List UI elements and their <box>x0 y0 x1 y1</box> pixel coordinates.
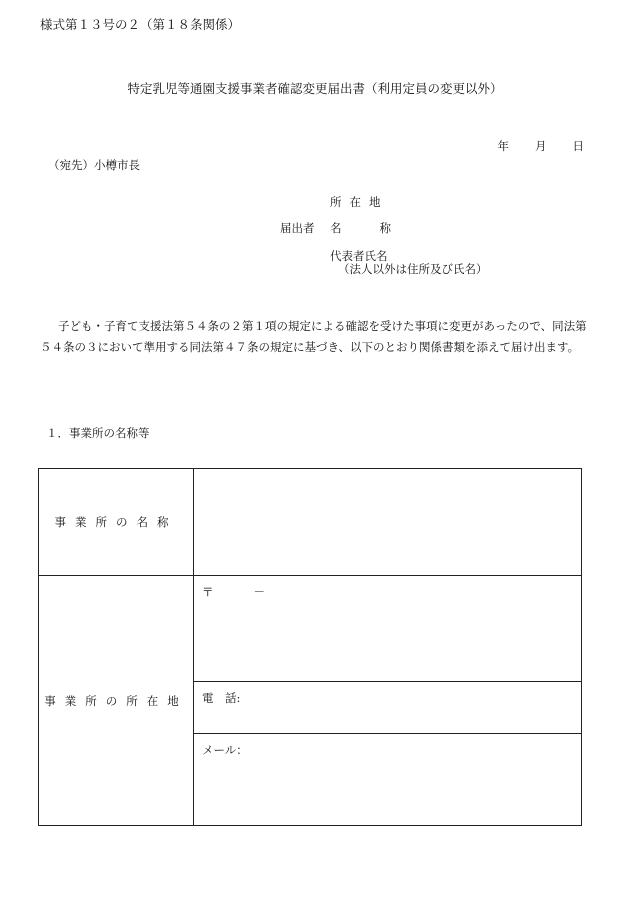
section-heading: １．事業所の名称等 <box>46 426 150 440</box>
facility-address-label: 事業所の所在地 <box>39 576 194 826</box>
postal-dash: － <box>253 585 265 599</box>
representative-label: 代表者氏名 <box>330 249 388 263</box>
addressee: （宛先）小樽市長 <box>48 158 140 172</box>
date-day: 日 <box>572 139 584 153</box>
body-paragraph: 子ども・子育て支援法第５４条の２第１項の規定による確認を受けた事項に変更があったので、同法第５４条の３において準用する同法第４７条の規定に基づき、以下のとおり関係書類を添えて届け出ます。 <box>40 319 587 354</box>
date-year: 年 <box>497 139 509 153</box>
applicant-label: 届出者 <box>280 221 315 235</box>
postal-mark: 〒 <box>202 585 214 599</box>
date-line <box>498 138 585 154</box>
email-field[interactable] <box>194 734 582 826</box>
date-month: 月 <box>535 139 547 153</box>
location-label: 所在地 <box>330 195 389 209</box>
form-number: 様式第１３号の２（第１８条関係） <box>40 17 241 32</box>
document-title: 特定乳児等通園支援事業者確認変更届出書（利用定員の変更以外） <box>127 81 503 96</box>
phone-label: 電 話: <box>202 691 241 705</box>
facility-table <box>38 468 582 826</box>
email-label: メール： <box>202 743 248 757</box>
facility-name-field[interactable] <box>194 469 582 576</box>
representative-note: （法人以外は住所及び氏名） <box>338 262 488 276</box>
phone-field[interactable] <box>194 682 582 734</box>
facility-address-field[interactable] <box>194 576 582 682</box>
facility-name-label: 事業所の名称 <box>39 469 194 576</box>
name-label: 名 称 <box>330 221 391 235</box>
